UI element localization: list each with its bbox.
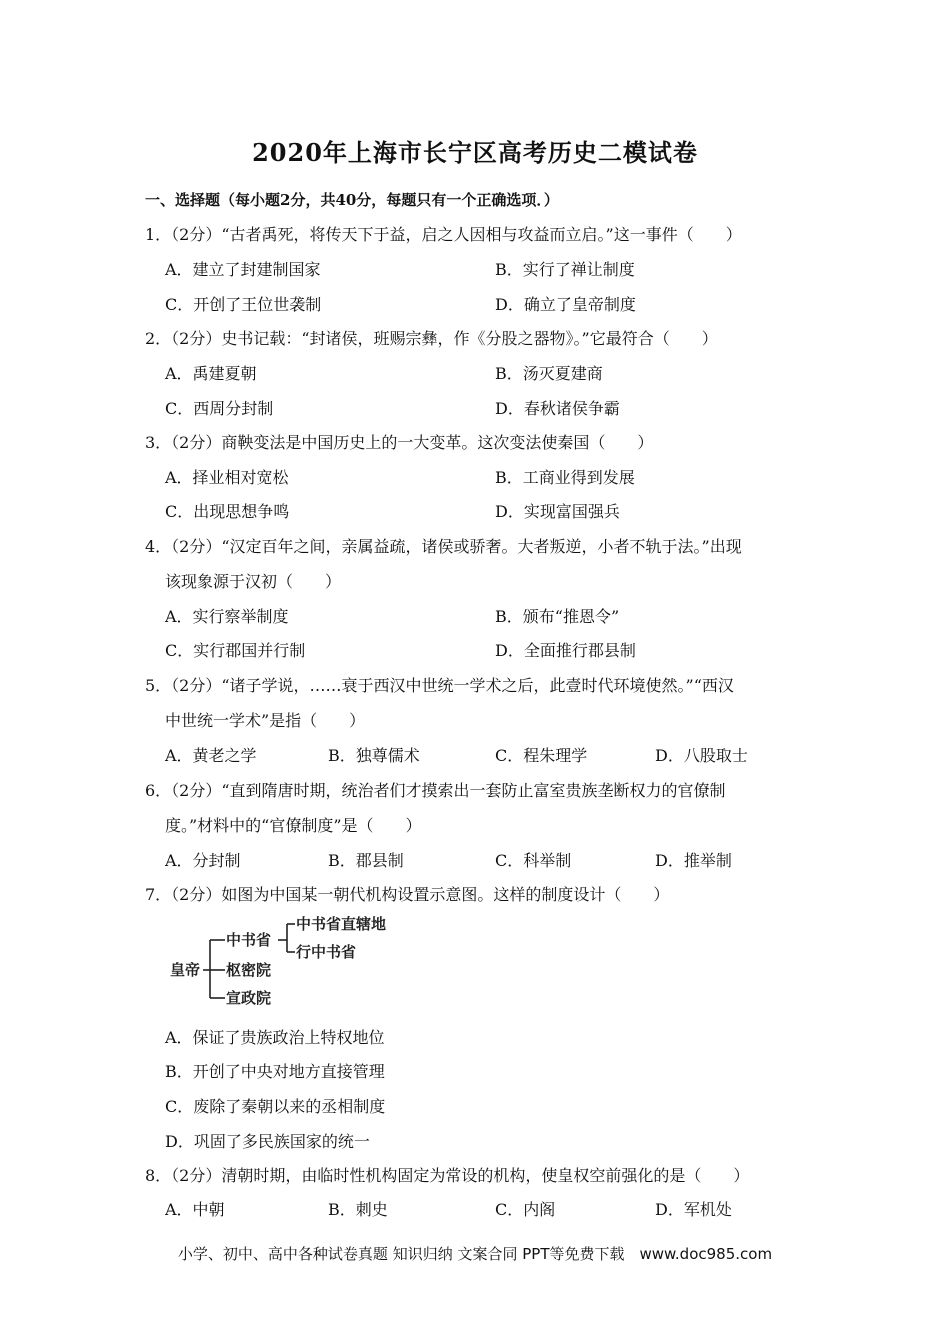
- question-4-stem-line1: 4．（2分）“汉定百年之间，亲属益疏，诸侯或骄奢。大者叛逆，小者不轨于法。”出现: [145, 537, 742, 556]
- question-4-option-d: D．全面推行郡县制: [495, 641, 636, 660]
- question-1-option-b: B．实行了禅让制度: [495, 260, 635, 279]
- question-1-option-d: D．确立了皇帝制度: [495, 295, 636, 314]
- question-6-stem-line2: 度。”材料中的“官僚制度”是（ ）: [165, 816, 422, 835]
- question-4-option-c: C．实行郡国并行制: [165, 641, 306, 660]
- question-2-option-b: B．汤灭夏建商: [495, 364, 603, 383]
- question-8-stem: 8．（2分）清朝时期，由临时性机构固定为常设的机构，使皇权空前强化的是（ ）: [145, 1166, 750, 1185]
- question-7-option-d: D．巩固了多民族国家的统一: [165, 1132, 370, 1151]
- question-6-option-c: C．科举制: [495, 851, 572, 870]
- page-footer: 小学、初中、高中各种试卷真题 知识归纳 文案合同 PPT等免费下载 www.doc985.com: [177, 1245, 773, 1263]
- question-1-option-a: A．建立了封建制国家: [165, 260, 321, 279]
- question-4-stem-line2: 该现象源于汉初（ ）: [165, 572, 342, 591]
- question-5-option-c: C．程朱理学: [495, 746, 588, 765]
- question-7-stem: 7．（2分）如图为中国某一朝代机构设置示意图。这样的制度设计（ ）: [145, 885, 670, 904]
- question-6-option-b: B．郡县制: [328, 851, 404, 870]
- question-5-option-b: B．独尊儒术: [328, 746, 420, 765]
- diagram-branch-xuanzhengyuan: 宣政院: [226, 989, 272, 1007]
- section-heading: 一、选择题（每小题2分，共40分，每题只有一个正确选项．）: [145, 191, 559, 209]
- question-5-stem-line2: 中世统一学术”是指（ ）: [165, 711, 366, 730]
- question-5-stem-line1: 5．（2分）“诸子学说，……衰于西汉中世统一学术之后，此壹时代环境使然。”“西汉: [145, 676, 734, 695]
- institution-diagram: [165, 912, 405, 1012]
- question-7-option-a: A．保证了贵族政治上特权地位: [165, 1028, 385, 1047]
- question-1-stem: 1．（2分）“古者禹死，将传天下于益，启之人因相与攻益而立启。”这一事件（ ）: [145, 225, 742, 244]
- question-2-option-a: A．禹建夏朝: [165, 364, 257, 383]
- question-3-option-d: D．实现富国强兵: [495, 502, 620, 521]
- diagram-sub-direct-territory: 中书省直辖地: [296, 915, 387, 933]
- question-8-option-a: A．中朝: [165, 1200, 225, 1219]
- diagram-branch-zhongshusheng: 中书省: [226, 931, 272, 949]
- question-3-option-c: C．出现思想争鸣: [165, 502, 290, 521]
- question-4-option-b: B．颁布“推恩令”: [495, 607, 620, 626]
- question-8-option-c: C．内阁: [495, 1200, 556, 1219]
- question-5-option-d: D．八股取士: [655, 746, 748, 765]
- question-2-option-c: C．西周分封制: [165, 399, 274, 418]
- question-6-option-a: A．分封制: [165, 851, 241, 870]
- question-6-stem-line1: 6．（2分）“直到隋唐时期，统治者们才摸索出一套防止富室贵族垄断权力的官僚制: [145, 781, 726, 800]
- question-7-option-c: C．废除了秦朝以来的丞相制度: [165, 1097, 386, 1116]
- question-3-option-a: A．择业相对宽松: [165, 468, 289, 487]
- diagram-sub-provincial-secretariat: 行中书省: [296, 943, 357, 961]
- question-2-stem: 2．（2分）史书记载：“封诸侯，班赐宗彝，作《分股之器物》。”它最符合（ ）: [145, 329, 718, 348]
- question-4-option-a: A．实行察举制度: [165, 607, 289, 626]
- question-2-option-d: D．春秋诸侯争霸: [495, 399, 620, 418]
- diagram-root-emperor: 皇帝: [170, 961, 201, 979]
- question-7-option-b: B．开创了中央对地方直接管理: [165, 1062, 385, 1081]
- question-1-option-c: C．开创了王位世袭制: [165, 295, 322, 314]
- question-5-option-a: A．黄老之学: [165, 746, 257, 765]
- question-3-option-b: B．工商业得到发展: [495, 468, 635, 487]
- question-8-option-d: D．军机处: [655, 1200, 732, 1219]
- question-8-option-b: B．刺史: [328, 1200, 388, 1219]
- diagram-branch-shumiyuan: 枢密院: [226, 961, 272, 979]
- page-title: 2020年上海市长宁区高考历史二模试卷: [252, 138, 698, 167]
- question-3-stem: 3．（2分）商鞅变法是中国历史上的一大变革。这次变法使秦国（ ）: [145, 433, 654, 452]
- question-6-option-d: D．推举制: [655, 851, 732, 870]
